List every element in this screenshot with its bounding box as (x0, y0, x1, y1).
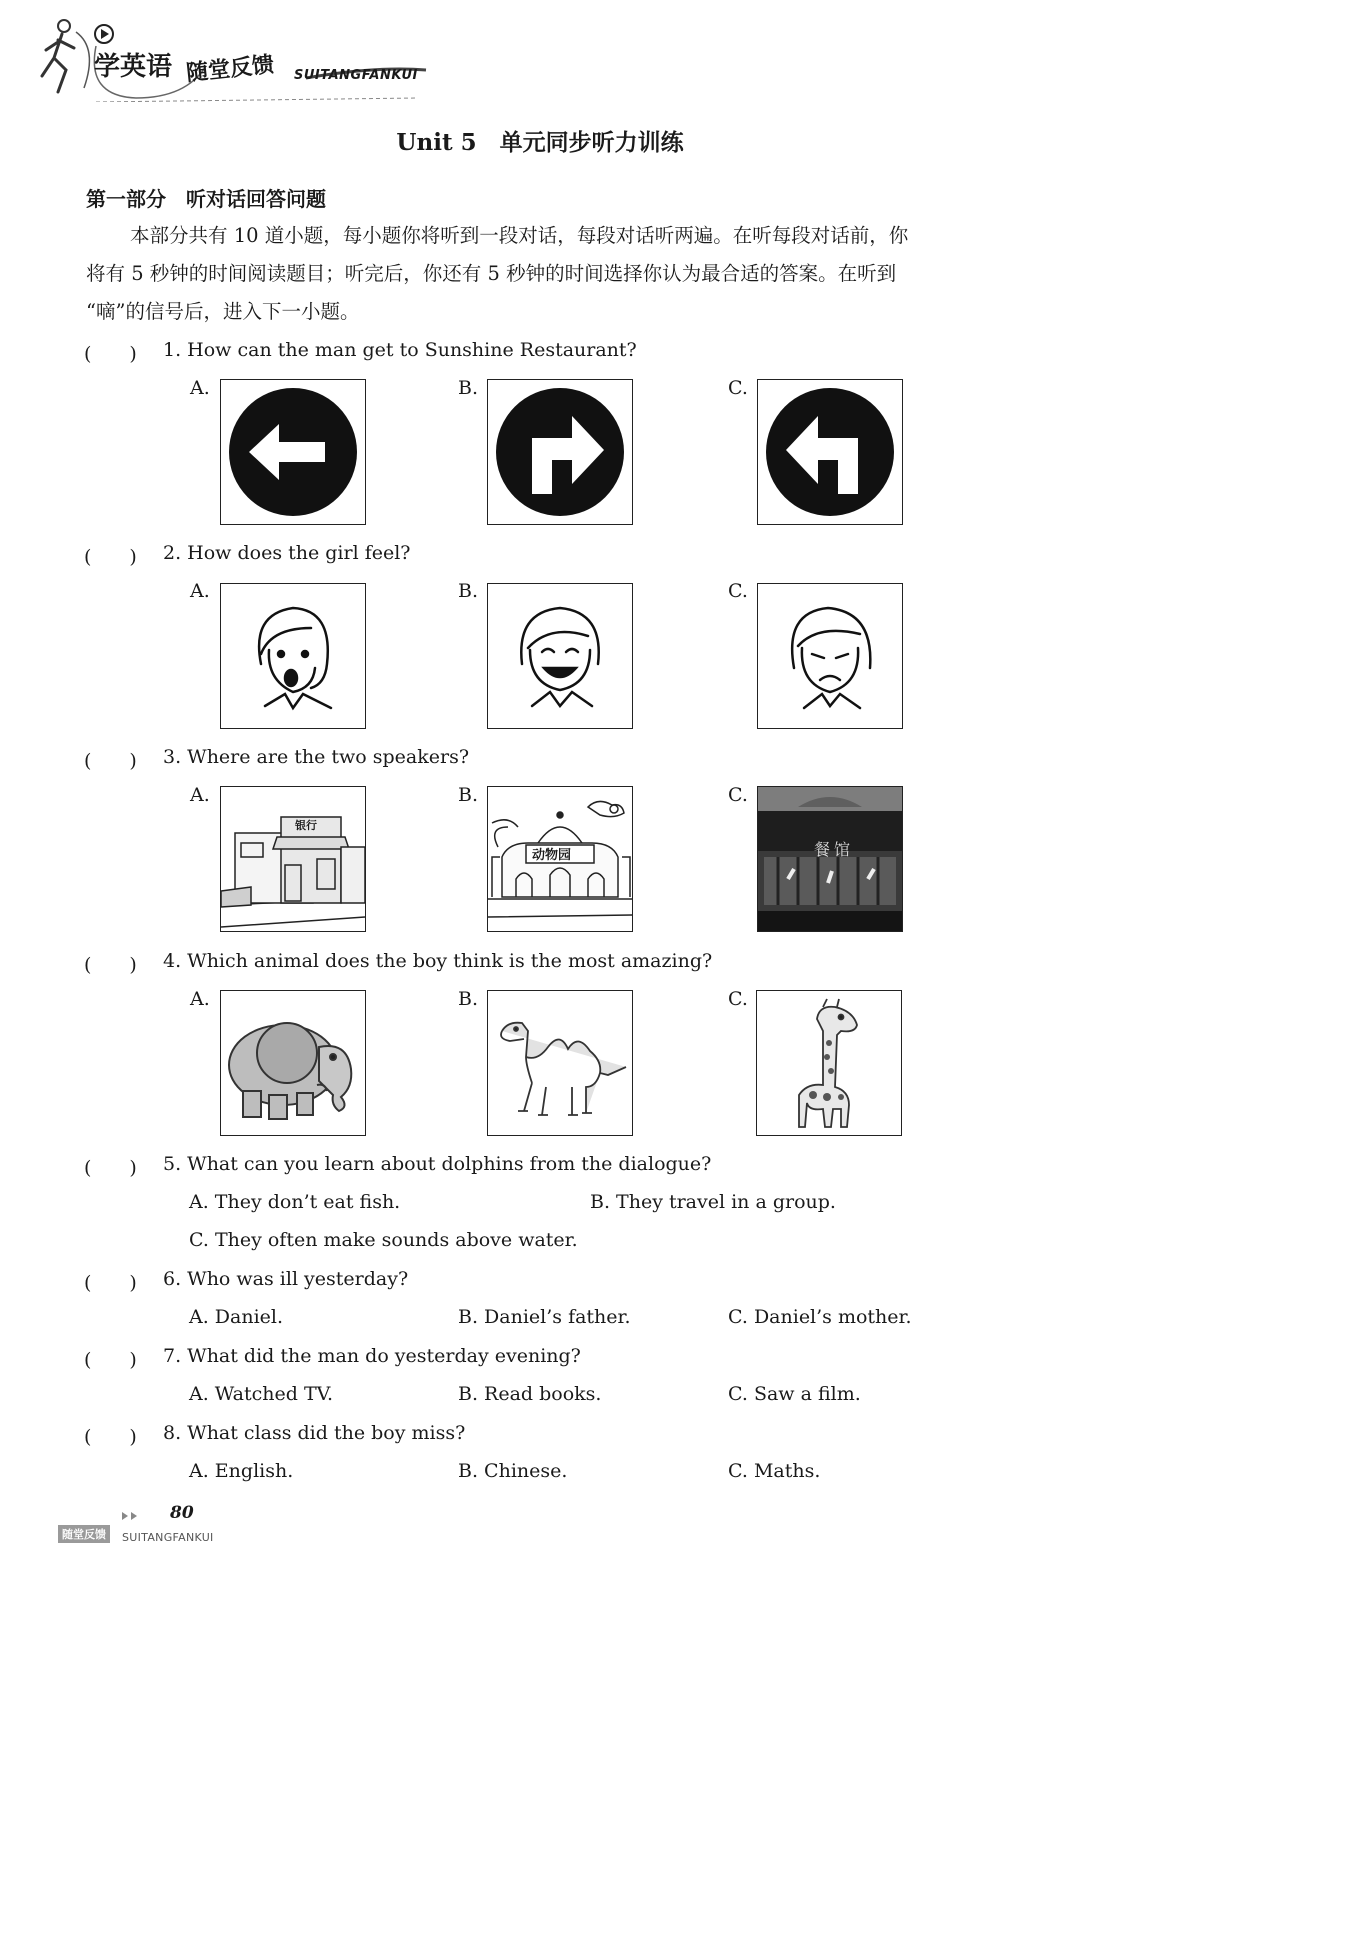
option-a-text[interactable]: A. They don’t eat fish. (189, 1191, 401, 1213)
answer-blank[interactable]: ( ) (84, 1426, 137, 1448)
camel-icon (488, 991, 632, 1136)
section-title: 第一部分 听对话回答问题 (86, 187, 326, 211)
answer-blank[interactable]: ( ) (84, 954, 137, 976)
bank-building-icon (221, 787, 365, 932)
double-arrow-icon (120, 1510, 142, 1522)
option-a-image[interactable] (220, 990, 366, 1136)
option-b-text[interactable]: B. Chinese. (458, 1460, 568, 1482)
answer-blank[interactable]: ( ) (84, 1157, 137, 1179)
option-c-image[interactable] (757, 583, 903, 729)
restaurant-sign: 餐馆 (814, 840, 855, 859)
option-c-text[interactable]: C. They often make sounds above water. (189, 1229, 578, 1251)
header-logo (36, 18, 436, 98)
option-label: C. (728, 377, 748, 399)
option-c-text[interactable]: C. Saw a film. (728, 1383, 861, 1405)
turn-left-sign-icon (758, 380, 902, 524)
option-label: A. (190, 784, 210, 806)
option-a-image[interactable] (220, 379, 366, 525)
option-b-text[interactable]: B. Read books. (458, 1383, 602, 1405)
instruction-line: “嘀”的信号后，进入下一小题。 (86, 300, 360, 323)
answer-blank[interactable]: ( ) (84, 750, 137, 772)
option-c-image[interactable] (757, 786, 903, 932)
option-label: B. (458, 988, 479, 1010)
giraffe-icon (757, 991, 901, 1136)
option-a-image[interactable] (220, 583, 366, 729)
option-c-text[interactable]: C. Maths. (728, 1460, 821, 1482)
option-c-image[interactable] (757, 379, 903, 525)
option-label: B. (458, 377, 479, 399)
option-label: B. (458, 580, 479, 602)
header-latin: SUITANGFANKUI (294, 68, 418, 83)
turn-right-sign-icon (488, 380, 632, 524)
footer-bar: 随堂反馈 (58, 1525, 110, 1543)
option-label: A. (190, 988, 210, 1010)
question-text: 8. What class did the boy miss? (163, 1422, 466, 1444)
option-label: B. (458, 784, 479, 806)
zoo-sign: 动物园 (532, 848, 572, 863)
instruction-line: 本部分共有 10 道小题，每小题你将听到一段对话，每段对话听两遍。在听每段对话前，你 (130, 224, 909, 247)
question-text: 7. What did the man do yesterday evening? (163, 1345, 581, 1367)
happy-girl-icon (488, 584, 632, 728)
elephant-icon (221, 991, 365, 1136)
option-a-image[interactable] (220, 786, 366, 932)
option-c-image[interactable] (756, 990, 902, 1136)
option-label: C. (728, 784, 748, 806)
option-b-image[interactable] (487, 786, 633, 932)
question-text: 5. What can you learn about dolphins from the dialogue? (163, 1153, 712, 1175)
answer-blank[interactable]: ( ) (84, 1272, 137, 1294)
option-a-text[interactable]: A. English. (189, 1460, 294, 1482)
sad-girl-icon (758, 584, 902, 728)
option-b-text[interactable]: B. Daniel’s father. (458, 1306, 631, 1328)
surprised-girl-icon (221, 584, 365, 728)
answer-blank[interactable]: ( ) (84, 343, 137, 365)
option-label: A. (190, 580, 210, 602)
header-subtitle: 随堂反馈 (185, 52, 276, 87)
arrow-left-sign-icon (221, 380, 365, 524)
option-b-image[interactable] (487, 379, 633, 525)
question-text: 4. Which animal does the boy think is the most amazing? (163, 950, 713, 972)
option-a-text[interactable]: A. Watched TV. (189, 1383, 334, 1405)
option-a-text[interactable]: A. Daniel. (189, 1306, 284, 1328)
header-title: 学英语 (94, 52, 173, 82)
option-label: A. (190, 377, 210, 399)
question-text: 6. Who was ill yesterday? (163, 1268, 409, 1290)
option-label: C. (728, 580, 748, 602)
answer-blank[interactable]: ( ) (84, 1349, 137, 1371)
bank-sign: 银行 (295, 819, 317, 832)
instruction-line: 将有 5 秒钟的时间阅读题目；听完后，你还有 5 秒钟的时间选择你认为最合适的答案。在听到 (86, 262, 897, 285)
option-b-text[interactable]: B. They travel in a group. (590, 1191, 836, 1213)
option-label: C. (728, 988, 748, 1010)
question-text: 1. How can the man get to Sunshine Restaurant? (163, 339, 637, 361)
question-text: 3. Where are the two speakers? (163, 746, 470, 768)
instructions (86, 217, 1006, 331)
question-text: 2. How does the girl feel? (163, 542, 411, 564)
option-b-image[interactable] (487, 583, 633, 729)
unit-title: Unit 5 单元同步听力训练 (396, 129, 684, 156)
option-b-image[interactable] (487, 990, 633, 1136)
page-number: 80 (170, 1503, 194, 1523)
answer-blank[interactable]: ( ) (84, 546, 137, 568)
footer-latin: SUITANGFANKUI (122, 1531, 214, 1544)
option-c-text[interactable]: C. Daniel’s mother. (728, 1306, 912, 1328)
